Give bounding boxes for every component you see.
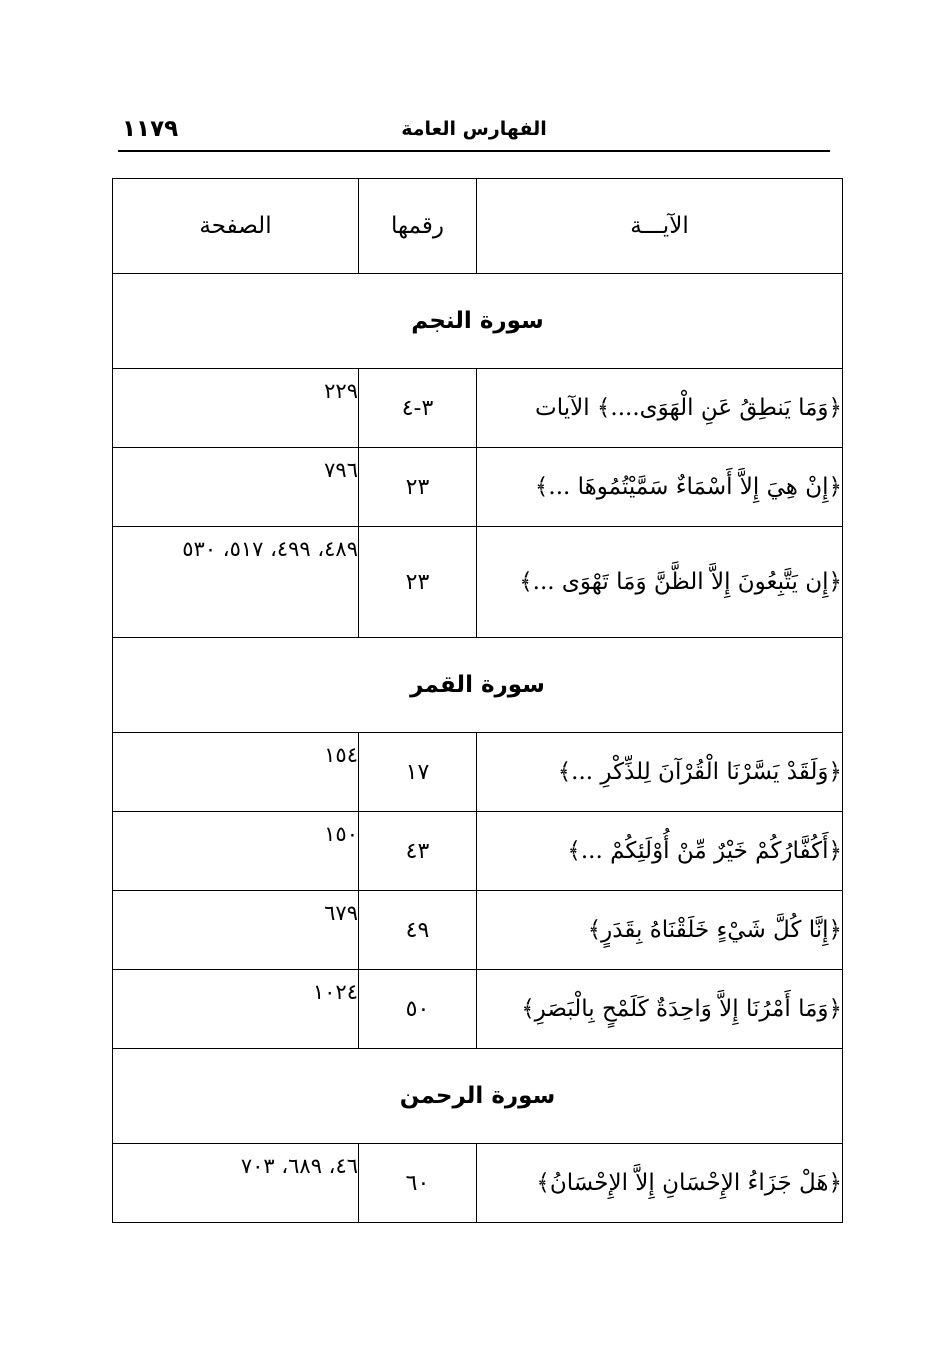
running-title: الفهارس العامة [401, 118, 547, 140]
table-row [113, 891, 843, 970]
surah-name: سورة الرحمن [113, 1049, 843, 1144]
table-row [113, 733, 843, 812]
verse-text: ﴿إِنْ هِيَ إِلاَّ أَسْمَاءٌ سَمَّيْتُمُوهَا ...﴾ [477, 448, 843, 527]
page-refs: ١٥٠ [113, 812, 359, 891]
verse-text: ﴿وَمَا أَمْرُنَا إِلاَّ وَاحِدَةٌ كَلَمْحٍ بِالْبَصَرِ﴾ [477, 970, 843, 1049]
column-header-verse: الآيـــة [477, 179, 843, 274]
table-row [113, 1144, 843, 1223]
page-refs: ٢٢٩ [113, 369, 359, 448]
verse-text: ﴿وَلَقَدْ يَسَّرْنَا الْقُرْآنَ لِلذِّكْرِ ...﴾ [477, 733, 843, 812]
page-refs: ٧٩٦ [113, 448, 359, 527]
surah-name: سورة النجم [113, 274, 843, 369]
page-refs: ١٥٤ [113, 733, 359, 812]
verse-text: ﴿أَكُفَّارُكُمْ خَيْرٌ مِّنْ أُوْلَئِكُمْ ...﴾ [477, 812, 843, 891]
verse-text: ﴿وَمَا يَنطِقُ عَنِ الْهَوَى....﴾ الآيات [477, 369, 843, 448]
surah-row [113, 1049, 843, 1144]
verse-text: ﴿إِنَّا كُلَّ شَيْءٍ خَلَقْنَاهُ بِقَدَرٍ﴾ [477, 891, 843, 970]
verse-text: ﴿هَلْ جَزَاءُ الإِحْسَانِ إِلاَّ الإِحْسَانُ﴾ [477, 1144, 843, 1223]
table-row [113, 970, 843, 1049]
table-row [113, 369, 843, 448]
verse-number: ٢٣ [359, 448, 477, 527]
verse-number: ٦٠ [359, 1144, 477, 1223]
verse-number: ٢٣ [359, 527, 477, 638]
table-row [113, 527, 843, 638]
page-refs: ٦٧٩ [113, 891, 359, 970]
page-header [118, 114, 830, 152]
table-row [113, 812, 843, 891]
verse-text: ﴿إِن يَتَّبِعُونَ إِلاَّ الظَّنَّ وَمَا تَهْوَى ...﴾ [477, 527, 843, 638]
verse-number: ٤٩ [359, 891, 477, 970]
table-row [113, 448, 843, 527]
verse-number: ٤٣ [359, 812, 477, 891]
verse-number: ٥٠ [359, 970, 477, 1049]
page-refs: ٤٨٩، ٤٩٩، ٥١٧، ٥٣٠ [113, 527, 359, 638]
page-refs: ٤٦، ٦٨٩، ٧٠٣ [113, 1144, 359, 1223]
table-header-row [113, 179, 843, 274]
header-rule [118, 150, 830, 152]
verse-number: ١٧ [359, 733, 477, 812]
verse-number: ٣-٤ [359, 369, 477, 448]
column-header-number: رقمها [359, 179, 477, 274]
surah-name: سورة القمر [113, 638, 843, 733]
verse-index-table [112, 178, 843, 1223]
surah-row [113, 274, 843, 369]
surah-row [113, 638, 843, 733]
column-header-page: الصفحة [113, 179, 359, 274]
page-refs: ١٠٢٤ [113, 970, 359, 1049]
page-number: ١١٧٩ [122, 116, 179, 142]
